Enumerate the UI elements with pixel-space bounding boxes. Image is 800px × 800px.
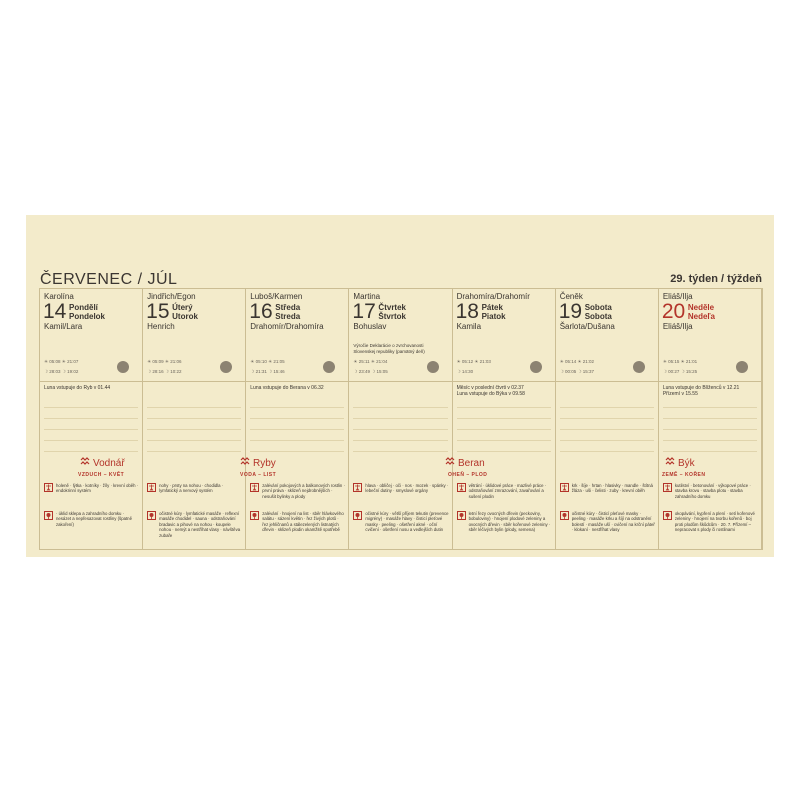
garden-icon — [663, 511, 672, 520]
tip-garden: očistné kúry · čisticí pleťové masky · peeling · masáže krku a šíjí na odstranění bolestí · masáže uší · cvičení na krční páteř · klokaní · nestříhat vlasy — [571, 511, 655, 533]
moon-phase-icon — [426, 360, 440, 374]
moon-times: ☽ 21:31 ☽ 15:46 — [250, 369, 285, 374]
day-note: Luna vstupuje do Ryb v 01.44 — [44, 385, 111, 391]
name-day-top: Jindřich/Egon — [147, 292, 196, 301]
name-day-bottom: Bohuslav — [353, 322, 387, 331]
tip-body: holeně · lýtka · kotníky · žíly · krevní oběh · endokrinní systém — [56, 483, 139, 494]
body-icon — [44, 483, 53, 492]
day-column[interactable] — [453, 289, 556, 549]
garden-icon — [353, 511, 362, 520]
sun-times: ☀ 05:09 ☀ 21:06 — [147, 359, 182, 364]
note-line — [663, 407, 757, 408]
zodiac-sign — [665, 457, 695, 469]
name-day-top: Luboš/Karmen — [250, 292, 303, 301]
tip-garden: očistné kúry · lymfatické masáže · reflexní masáže chodidel · sauna · odstraňování bradavic a pihové na nohou · koupele nohou · nemýt a nestříhat vlasy · návštěva zubaře — [159, 511, 241, 538]
sun-times: ☀ 25:11 ☀ 21:04 — [353, 359, 388, 364]
moon-phase-icon — [116, 360, 130, 374]
note-line — [353, 418, 447, 419]
day-column[interactable] — [143, 289, 246, 549]
name-day-bottom: Kamila — [456, 322, 482, 331]
day-name-sk: Utorok — [172, 312, 198, 321]
name-day-top: Drahomíra/Drahomír — [456, 292, 530, 301]
garden-icon — [560, 511, 569, 520]
body-icon — [663, 483, 672, 492]
body-icon — [457, 483, 466, 492]
day-name-cz: Neděle — [687, 303, 715, 312]
month-title: ČERVENEC / JÚL — [40, 271, 178, 288]
zodiac-name: Beran — [458, 458, 485, 469]
tip-garden: očistné kúry · větší příjem tekutin (prevence migrény) · masáže hlavy · čisticí pleťové masky · peeling · ošetření akné · oční cvičení · ošetření nosu a vedlejších dutin — [365, 511, 449, 533]
name-day-bottom: Eliáš/Ilja — [662, 322, 693, 331]
divider — [659, 381, 761, 382]
zodiac-name: Vodnář — [93, 458, 125, 469]
moon-phase-icon — [632, 360, 646, 374]
tip-body: nohy · prsty na nohou · chodidla · lymfatický a nervový systém — [159, 483, 224, 494]
divider — [143, 381, 245, 382]
day-name-sk: Piatok — [481, 312, 506, 321]
tip-garden: zalévání · hnojení na list · sběr hlávkového salátu · sázení květin · řez živých plotů · řez jehličnanů a stálezelených listnatých dřevin · sklizeň plodin okamžitě spotřebě — [262, 511, 344, 533]
zodiac-element: ZEMĚ – KOŘEN — [662, 472, 706, 478]
zodiac-name: Ryby — [253, 458, 276, 469]
zodiac-element: VZDUCH – KVĚT — [78, 472, 125, 478]
name-day-top: Martina — [353, 292, 381, 301]
zodiac-name: Býk — [678, 458, 695, 469]
note-line — [250, 418, 344, 419]
moon-phase-icon — [322, 360, 336, 374]
day-column[interactable] — [40, 289, 143, 549]
zodiac-icon — [665, 457, 676, 467]
garden-icon — [44, 511, 53, 520]
day-name-sk: Nedeľa — [687, 312, 715, 321]
moon-phase-icon — [735, 360, 749, 374]
zodiac-sign — [445, 457, 485, 469]
day-name-cz: Pátek — [481, 303, 503, 312]
note-line — [457, 440, 551, 441]
tip-body: kutilství · betonování · výkopové práce · stavba krovu · stavba plotu · stavba zahradního domku — [674, 483, 751, 499]
note-line — [560, 429, 654, 430]
note-line — [353, 451, 447, 452]
note-line — [250, 407, 344, 408]
note-line — [44, 418, 138, 419]
moon-times: ☽ 00:05 ☽ 15:37 — [559, 369, 595, 374]
note-line — [147, 407, 241, 408]
tip-garden: okopávání, kypření a plení · setí kořenové zeleniny · hnojení na tvorbu kořenů · boj proti plodům škůdcům · 20. 7. Přízemí – nepracovat s plody či rostlinami — [674, 511, 755, 533]
note-line — [147, 429, 241, 430]
name-day-bottom: Drahomír/Drahomíra — [250, 322, 324, 331]
sun-times: ☀ 05:08 ☀ 21:07 — [44, 359, 79, 364]
note-line — [663, 418, 757, 419]
day-name-cz: Středa — [275, 303, 301, 312]
day-number: 16 — [249, 300, 273, 323]
garden-icon — [250, 511, 259, 520]
garden-icon — [147, 511, 156, 520]
day-number: 15 — [146, 300, 170, 323]
day-note: Luna vstupuje do Berana v 06.32 — [250, 385, 324, 391]
day-column[interactable] — [659, 289, 762, 549]
moon-times: ☽ 23:49 ☽ 15:05 — [353, 369, 388, 374]
zodiac-icon — [80, 457, 91, 467]
tip-body: hlava · obličej · oči · nos · mozek · spánky · lebeční dutiny · smyslové orgány — [365, 483, 449, 494]
note-line — [663, 451, 757, 452]
note-line — [250, 440, 344, 441]
name-day-top: Čeněk — [559, 292, 583, 301]
note-line — [663, 440, 757, 441]
day-number: 20 — [661, 300, 686, 323]
day-name-sk: Štvrtok — [378, 312, 406, 321]
holiday-text: Výročie Deklarácie o zvrchovanosti Slovenskej republiky (pamätný deň) — [353, 343, 425, 354]
note-line — [457, 429, 551, 430]
tip-garden: letní řezy ovocných dřevin (peckoviny, bobuloviny) · hnojení plodové zeleniny a ovocných dřevin · sběr kořenové zeleniny · sběr léčivých bylin (plody, semena) — [468, 511, 551, 533]
note-line — [250, 451, 344, 452]
moon-times: ☽ 14:30 — [456, 369, 474, 374]
note-line — [44, 451, 138, 452]
sun-times: ☀ 05:14 ☀ 21:02 — [559, 359, 595, 364]
zodiac-icon — [445, 457, 456, 467]
day-note: Luna vstupuje do Blíženců v 12.21 Přízemí v 15.55 — [662, 385, 740, 397]
name-day-top: Karolína — [44, 292, 74, 301]
divider — [246, 381, 348, 382]
week-number: 29. týden / týždeň — [670, 273, 762, 285]
moon-times: ☽ 00:27 ☽ 15:25 — [662, 369, 698, 374]
note-line — [250, 429, 344, 430]
zodiac-icon — [240, 457, 251, 467]
note-line — [457, 418, 551, 419]
note-line — [44, 440, 138, 441]
note-line — [44, 429, 138, 430]
day-column[interactable] — [556, 289, 659, 549]
note-line — [560, 418, 654, 419]
sun-times: ☀ 05:15 ☀ 21:01 — [662, 359, 698, 364]
day-number: 18 — [455, 300, 479, 323]
tip-garden: · úklid sklepa a zahradního domku · nesázet a nepřesazovat rostliny (špatně zakoření) — [56, 511, 132, 527]
sun-times: ☀ 05:10 ☀ 21:05 — [250, 359, 285, 364]
moon-times: ☽ 28:16 ☽ 10:22 — [147, 369, 182, 374]
body-icon — [147, 483, 156, 492]
name-day-bottom: Šarlota/Dušana — [559, 322, 615, 331]
day-name-sk: Streda — [275, 312, 301, 321]
body-icon — [353, 483, 362, 492]
zodiac-element: OHEŇ – PLOD — [448, 472, 488, 478]
zodiac-sign — [240, 457, 276, 469]
note-line — [457, 407, 551, 408]
note-line — [353, 429, 447, 430]
divider — [40, 381, 142, 382]
day-number: 14 — [43, 300, 67, 323]
zodiac-sign — [80, 457, 125, 469]
note-line — [560, 407, 654, 408]
body-icon — [250, 483, 259, 492]
note-line — [663, 429, 757, 430]
tip-body: zalévání pokojových a balkonových rostlin · první práva · sklizeň nejdrobnějších · nesušit bylinky a plody — [262, 483, 345, 499]
moon-phase-icon — [529, 360, 543, 374]
sun-times: ☀ 05:12 ☀ 21:03 — [456, 359, 491, 364]
note-line — [560, 440, 654, 441]
day-name-cz: Pondělí — [69, 303, 98, 312]
day-number: 17 — [352, 300, 376, 323]
garden-icon — [457, 511, 466, 520]
zodiac-element: VODA – LIST — [240, 472, 277, 478]
note-line — [147, 418, 241, 419]
name-day-bottom: Kamil/Lara — [44, 322, 83, 331]
body-icon — [560, 483, 569, 492]
day-name-sk: Sobota — [584, 312, 612, 321]
day-column[interactable] — [349, 289, 452, 549]
calendar-page — [26, 215, 774, 557]
note-line — [44, 407, 138, 408]
name-day-top: Eliáš/Ilja — [662, 292, 693, 301]
day-name-cz: Úterý — [172, 303, 193, 312]
day-column[interactable] — [246, 289, 349, 549]
name-day-bottom: Henrich — [147, 322, 175, 331]
tip-body: krk · šíje · hrtan · hlasivky · mandle · štítná žláza · uši · čelisti · zuby · krevní oběh — [571, 483, 653, 494]
note-line — [560, 451, 654, 452]
day-name-cz: Sobota — [584, 303, 612, 312]
divider — [349, 381, 451, 382]
moon-phase-icon — [219, 360, 233, 374]
day-note: Měsíc v poslední čtvrti v 02.37 Luna vstupuje do Býka v 09.58 — [456, 385, 525, 397]
moon-times: ☽ 28:03 ☽ 19:02 — [44, 369, 79, 374]
day-number: 19 — [558, 300, 583, 323]
note-line — [147, 440, 241, 441]
day-name-sk: Pondelok — [69, 312, 106, 321]
divider — [453, 381, 555, 382]
note-line — [353, 407, 447, 408]
week-grid — [39, 288, 763, 550]
note-line — [353, 440, 447, 441]
tip-body: větrání · úklidové práce · mazlivé práce · odstraňování zmrazování, zavařování a sušení plodin — [468, 483, 547, 499]
day-name-cz: Čtvrtek — [378, 303, 406, 312]
divider — [556, 381, 658, 382]
note-line — [457, 451, 551, 452]
note-line — [147, 451, 241, 452]
